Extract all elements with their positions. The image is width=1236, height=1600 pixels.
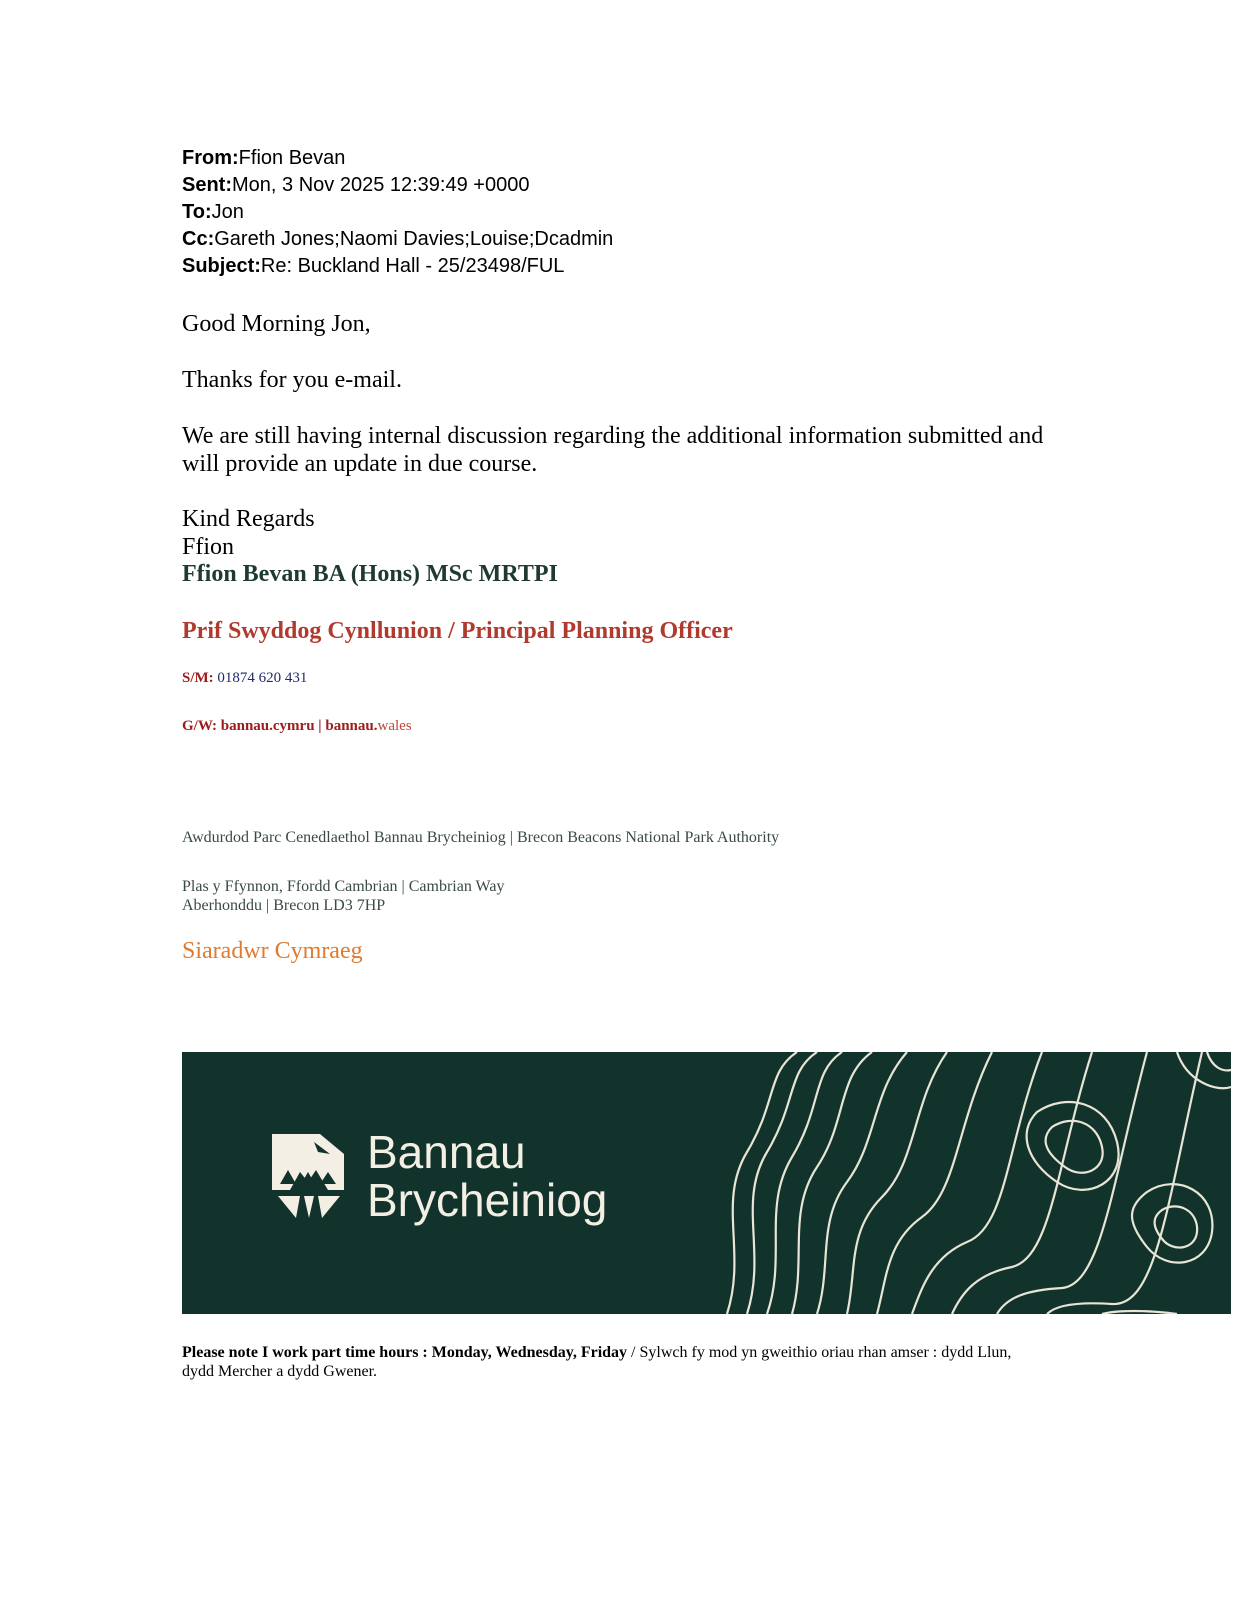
to-line	[182, 199, 244, 225]
web-line	[182, 718, 412, 735]
body-paragraph: We are still having internal discussion regarding the additional information submitted and will provide an update in due course.	[182, 423, 1044, 477]
subject-value: Re: Buckland Hall - 25/23498/FUL	[260, 255, 565, 277]
web-link-wales[interactable]	[325, 718, 411, 734]
address-line-2: Aberhonddu | Brecon LD3 7HP	[182, 897, 386, 914]
web-link-cymru[interactable]: bannau.cymru	[220, 718, 315, 734]
phone-label: S/M:	[182, 670, 214, 686]
web-separator: |	[318, 718, 322, 734]
address-line-1: Plas y Ffynnon, Ffordd Cambrian | Cambrian Way	[182, 878, 505, 895]
from-line	[182, 145, 345, 171]
sent-line	[182, 172, 529, 198]
phone-line	[182, 670, 307, 687]
cc-line	[182, 226, 613, 252]
signature-role: Prif Swyddog Cynllunion / Principal Planning Officer	[182, 618, 733, 644]
sent-label: Sent:	[182, 174, 232, 196]
national-park-logo-icon	[270, 1132, 346, 1220]
part-time-note	[182, 1343, 1042, 1381]
part-time-note-welsh: / Sylwch fy mod yn gweithio oriau rhan amser : dydd Llun, dydd Mercher a dydd Gwener.	[182, 1344, 1012, 1380]
banner-line-1: Bannau	[367, 1126, 526, 1178]
to-label: To:	[182, 201, 212, 223]
web-link-wales-tld: wales	[377, 718, 412, 734]
org-banner	[182, 1052, 1231, 1314]
thanks-line: Thanks for you e-mail.	[182, 367, 402, 393]
banner-line-2: Brycheiniog	[367, 1174, 608, 1226]
signature-name: Ffion Bevan BA (Hons) MSc MRTPI	[182, 561, 558, 587]
org-name: Awdurdod Parc Cenedlaethol Bannau Brycheiniog | Brecon Beacons National Park Authority	[182, 829, 780, 846]
greeting: Good Morning Jon,	[182, 311, 371, 337]
contour-lines-pattern	[707, 1052, 1231, 1314]
subject-line	[182, 253, 564, 279]
first-name: Ffion	[182, 534, 235, 560]
cc-label: Cc:	[182, 228, 215, 250]
sent-value: Mon, 3 Nov 2025 12:39:49 +0000	[232, 174, 530, 196]
web-label: G/W:	[182, 718, 218, 734]
to-value: Jon	[211, 201, 244, 223]
cc-value: Gareth Jones;Naomi Davies;Louise;Dcadmin	[214, 228, 614, 250]
web-link-wales-domain: bannau.	[325, 718, 378, 734]
from-label: From:	[182, 147, 239, 169]
welsh-speaker-note: Siaradwr Cymraeg	[182, 938, 363, 964]
part-time-note-bold: Please note I work part time hours : Monday, Wednesday, Friday	[182, 1344, 628, 1361]
subject-label: Subject:	[182, 255, 261, 277]
from-value: Ffion Bevan	[238, 147, 346, 169]
banner-wordmark	[367, 1128, 607, 1224]
phone-number[interactable]: 01874 620 431	[217, 670, 308, 686]
closing: Kind Regards	[182, 506, 315, 532]
